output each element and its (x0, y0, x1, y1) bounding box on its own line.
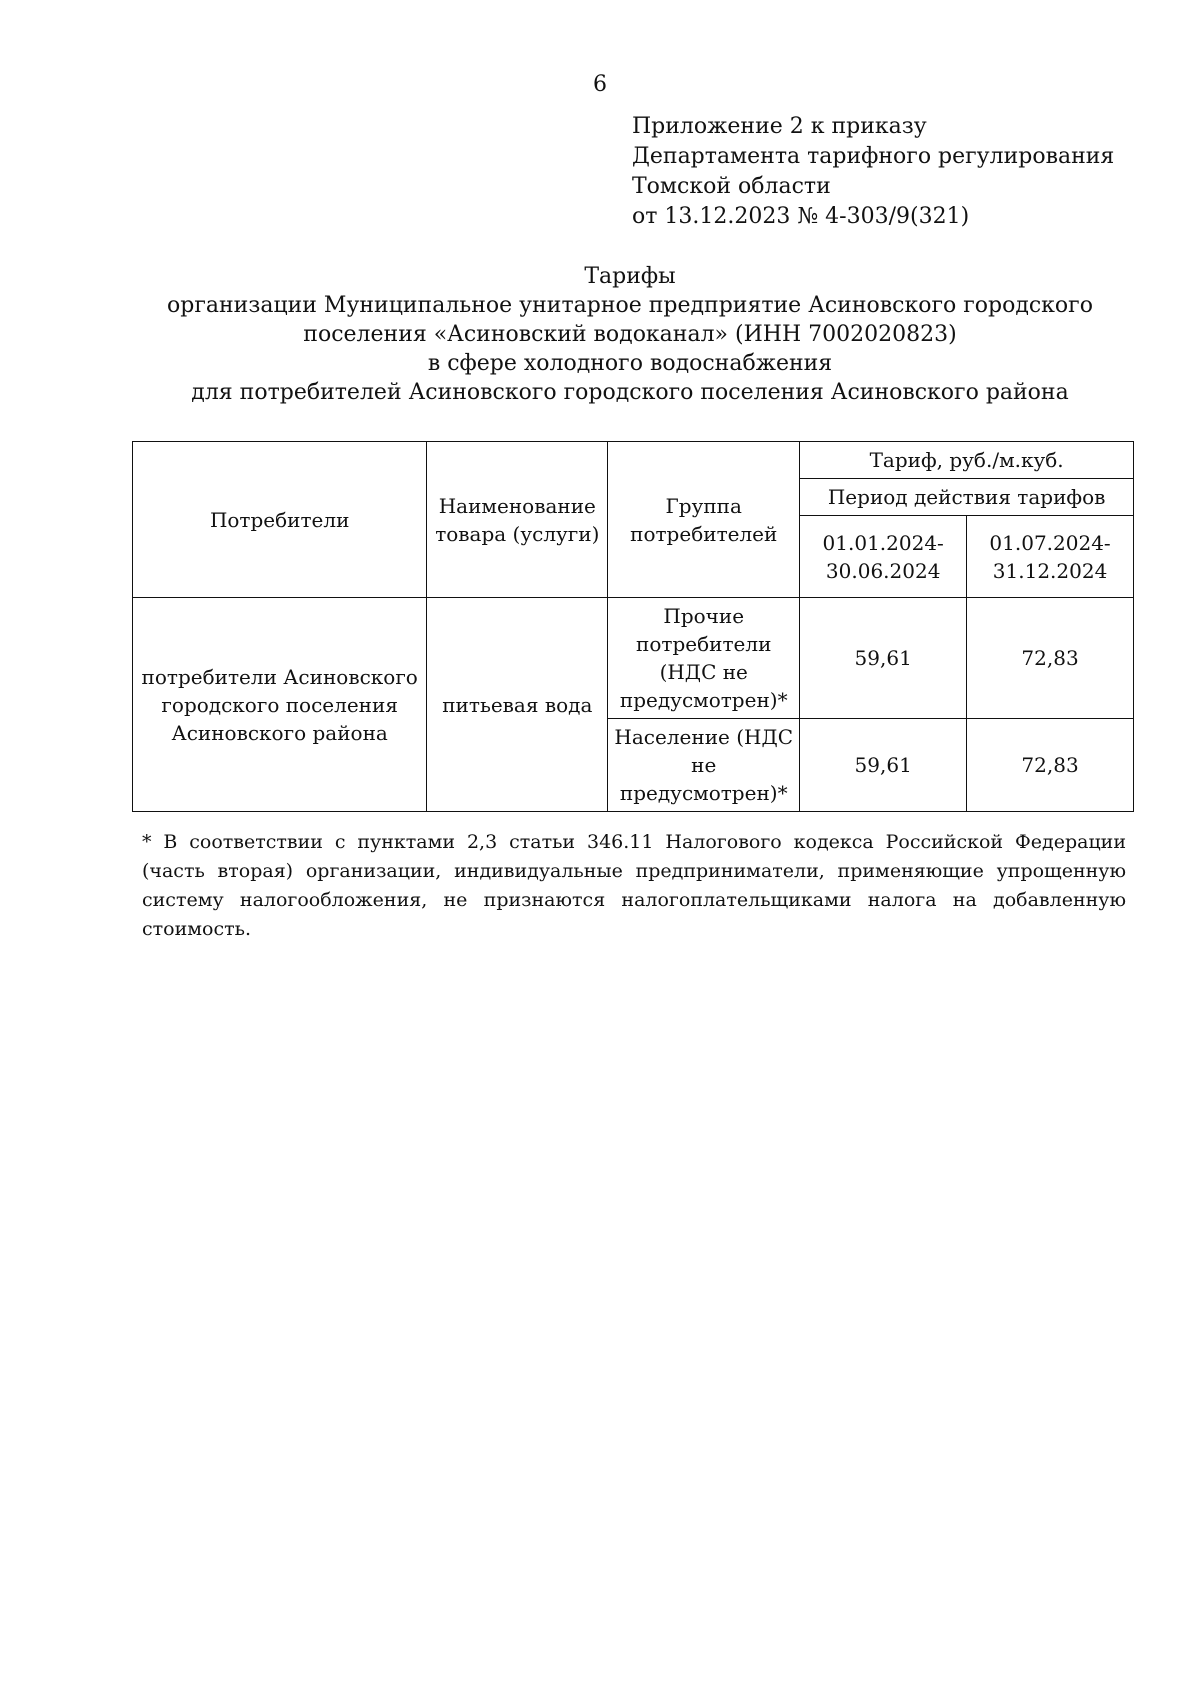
appendix-line: Департамента тарифного регулирования (632, 144, 1115, 169)
appendix-line: от 13.12.2023 № 4-303/9(321) (632, 204, 970, 229)
tariff-table (132, 441, 1134, 812)
header-tariff: Тариф, руб./м.куб. (800, 442, 1134, 479)
table-row (133, 598, 1134, 719)
cell-tariff-period-1: 59,61 (800, 598, 967, 719)
appendix-line: Приложение 2 к приказу (632, 114, 927, 139)
title-line: Тарифы (584, 264, 676, 289)
cell-consumers: потребители Асиновского городского поселения Асиновского района (133, 598, 427, 812)
cell-tariff-period-1: 59,61 (800, 719, 967, 812)
footnote: * В соответствии с пунктами 2,3 статьи 346.11 Налогового кодекса Российской Федерации (часть вторая) организации, индивидуальные предприниматели, применяющие упрощенную систему налогообложения, не признаются налогоплательщиками налога на добавленную стоимость. (142, 831, 1126, 940)
appendix-header (632, 112, 1114, 232)
title-line: поселения «Асиновский водоканал» (ИНН 7002020823) (303, 322, 957, 347)
table-header-row (133, 442, 1134, 479)
header-period-1: 01.01.2024-30.06.2024 (800, 516, 967, 598)
title-line: организации Муниципальное унитарное предприятие Асиновского городского (167, 293, 1093, 318)
title-line: для потребителей Асиновского городского поселения Асиновского района (191, 380, 1069, 405)
cell-product: питьевая вода (427, 598, 608, 812)
appendix-line: Томской области (632, 174, 831, 199)
document-title (100, 262, 1160, 407)
cell-group: Население (НДС не предусмотрен)* (608, 719, 800, 812)
header-product: Наименование товара (услуги) (427, 442, 608, 598)
header-group: Группа потребителей (608, 442, 800, 598)
page-number: 6 (593, 72, 607, 97)
header-period: Период действия тарифов (800, 479, 1134, 516)
header-consumers: Потребители (133, 442, 427, 598)
title-line: в сфере холодного водоснабжения (427, 351, 833, 376)
cell-group: Прочие потребители (НДС не предусмотрен)* (608, 598, 800, 719)
header-period-2: 01.07.2024-31.12.2024 (967, 516, 1134, 598)
cell-tariff-period-2: 72,83 (967, 719, 1134, 812)
cell-tariff-period-2: 72,83 (967, 598, 1134, 719)
